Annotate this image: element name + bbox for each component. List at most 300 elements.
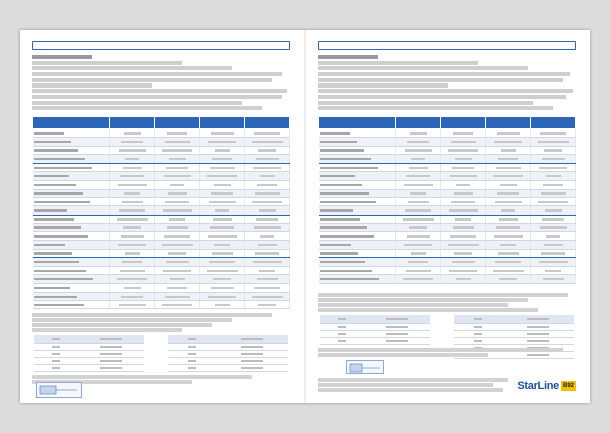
unreadable-text xyxy=(545,270,561,272)
unreadable-text xyxy=(125,158,139,160)
unreadable-text xyxy=(538,201,568,203)
table-cell xyxy=(155,172,200,180)
unreadable-text xyxy=(320,261,365,263)
right-mini-table-a xyxy=(320,315,430,345)
table-cell xyxy=(155,275,200,283)
unreadable-text xyxy=(254,287,280,289)
right-note-line xyxy=(318,308,538,312)
row-label-cell xyxy=(319,275,396,283)
unreadable-text xyxy=(34,235,88,237)
unreadable-text xyxy=(406,270,431,272)
right-footer-line xyxy=(318,378,508,382)
table-cell xyxy=(396,146,441,154)
right-footer-line xyxy=(318,383,493,387)
table-row xyxy=(33,129,290,138)
unreadable-text xyxy=(34,278,93,280)
unreadable-text xyxy=(499,278,517,280)
row-label-cell xyxy=(319,198,396,206)
unreadable-text xyxy=(168,252,186,254)
table-cell xyxy=(531,146,576,154)
unreadable-text xyxy=(320,252,358,254)
unreadable-text xyxy=(208,141,236,143)
mini-table-cell xyxy=(364,324,430,331)
table-cell xyxy=(531,164,576,172)
table-row xyxy=(319,275,576,283)
table-row xyxy=(33,257,290,266)
mini-table-cell xyxy=(364,338,430,345)
mini-table-cell xyxy=(78,351,144,358)
model-badge: B92 xyxy=(562,383,574,389)
mini-table-row xyxy=(34,358,144,365)
table-cell xyxy=(200,275,245,283)
table-cell xyxy=(155,267,200,275)
table-cell xyxy=(531,198,576,206)
unreadable-text xyxy=(541,252,565,254)
table-header-row xyxy=(319,117,576,129)
mini-table-cell xyxy=(168,365,216,372)
row-label-cell xyxy=(33,198,110,206)
table-row xyxy=(33,283,290,292)
unreadable-text xyxy=(211,192,233,194)
table-cell xyxy=(441,180,486,189)
unreadable-text xyxy=(257,184,277,186)
table-cell xyxy=(486,129,531,138)
unreadable-text xyxy=(338,340,346,342)
table-cell xyxy=(200,180,245,189)
table-row xyxy=(319,154,576,163)
row-label-cell xyxy=(319,267,396,275)
unreadable-text xyxy=(410,192,426,194)
unreadable-text xyxy=(164,235,190,237)
unreadable-text xyxy=(165,201,189,203)
unreadable-text xyxy=(454,252,472,254)
row-label-cell xyxy=(33,129,110,138)
left-page-title xyxy=(32,41,290,50)
table-cell xyxy=(245,198,290,206)
mini-table-cell xyxy=(34,365,78,372)
table-cell xyxy=(441,172,486,180)
mini-table-cell xyxy=(78,335,144,344)
table-cell xyxy=(441,138,486,146)
table-cell xyxy=(110,267,155,275)
table-row xyxy=(33,198,290,206)
unreadable-text xyxy=(166,261,189,263)
table-cell xyxy=(245,154,290,163)
unreadable-text xyxy=(453,132,473,134)
table-row xyxy=(33,223,290,231)
mini-table-row xyxy=(320,324,430,331)
row-label-cell xyxy=(33,180,110,189)
unreadable-text xyxy=(545,209,562,211)
unreadable-text xyxy=(320,226,367,228)
table-row xyxy=(33,215,290,223)
unreadable-text xyxy=(212,158,232,160)
unreadable-text xyxy=(541,192,566,194)
mini-table-cell xyxy=(34,351,78,358)
unreadable-text xyxy=(162,304,192,306)
unreadable-text xyxy=(448,244,479,246)
table-cell xyxy=(245,138,290,146)
table-cell xyxy=(110,241,155,249)
unreadable-text xyxy=(241,338,263,340)
unreadable-text xyxy=(259,209,276,211)
table-cell xyxy=(531,249,576,257)
table-cell xyxy=(200,301,245,309)
table-cell xyxy=(531,138,576,146)
unreadable-text xyxy=(52,360,60,362)
unreadable-text xyxy=(214,184,231,186)
left-intro-line xyxy=(32,101,242,105)
unreadable-text xyxy=(215,209,229,211)
unreadable-text xyxy=(320,167,378,169)
row-label-cell xyxy=(319,138,396,146)
unreadable-text xyxy=(454,192,473,194)
unreadable-text xyxy=(252,201,282,203)
table-cell xyxy=(441,267,486,275)
table-cell xyxy=(110,189,155,197)
unreadable-text xyxy=(450,235,476,237)
left-intro-line xyxy=(32,61,182,65)
unreadable-text xyxy=(34,184,76,186)
right-notes-lower xyxy=(318,348,576,358)
starline-logo xyxy=(517,380,576,392)
unreadable-text xyxy=(497,192,519,194)
table-cell xyxy=(531,154,576,163)
table-cell xyxy=(486,198,531,206)
unreadable-text xyxy=(165,296,190,298)
table-cell xyxy=(531,241,576,249)
left-intro-line xyxy=(32,89,287,93)
left-mini-table-a xyxy=(34,335,144,372)
unreadable-text xyxy=(212,252,233,254)
mini-table-row xyxy=(34,351,144,358)
table-cell xyxy=(155,292,200,300)
unreadable-text xyxy=(210,167,235,169)
mini-table-cell xyxy=(454,338,502,345)
unreadable-text xyxy=(100,353,122,355)
table-cell xyxy=(486,164,531,172)
unreadable-text xyxy=(252,296,283,298)
unreadable-text xyxy=(34,158,85,160)
unreadable-text xyxy=(52,346,60,348)
unreadable-text xyxy=(215,149,230,151)
mini-table-header-row xyxy=(34,335,144,344)
table-cell xyxy=(531,275,576,283)
unreadable-text xyxy=(527,326,549,328)
unreadable-text xyxy=(403,218,434,220)
unreadable-text xyxy=(213,218,232,220)
table-cell xyxy=(155,215,200,223)
mini-table-row xyxy=(168,344,288,351)
table-header-cell xyxy=(155,117,200,129)
connector-diagram-icon xyxy=(347,362,383,374)
table-row xyxy=(33,267,290,275)
mini-table-cell xyxy=(78,344,144,351)
row-label-cell xyxy=(33,154,110,163)
left-intro-line xyxy=(32,78,272,82)
unreadable-text xyxy=(449,270,477,272)
table-row xyxy=(319,172,576,180)
left-intro-line xyxy=(32,66,232,70)
unreadable-text xyxy=(211,132,234,134)
table-cell xyxy=(110,283,155,292)
mini-table-row xyxy=(168,365,288,372)
unreadable-text xyxy=(320,235,374,237)
mini-table-cell xyxy=(320,338,364,345)
unreadable-text xyxy=(408,201,429,203)
mini-table-cell xyxy=(320,331,364,338)
unreadable-text xyxy=(404,244,432,246)
unreadable-text xyxy=(386,318,408,320)
unreadable-text xyxy=(208,235,237,237)
mini-table-cell xyxy=(502,338,574,345)
right-intro-line xyxy=(318,95,566,99)
table-cell xyxy=(531,257,576,266)
row-label-cell xyxy=(33,292,110,300)
unreadable-text xyxy=(544,244,563,246)
unreadable-text xyxy=(493,270,524,272)
unreadable-text xyxy=(253,261,282,263)
unreadable-text xyxy=(260,235,274,237)
table-row xyxy=(319,249,576,257)
table-row xyxy=(319,215,576,223)
unreadable-text xyxy=(453,226,474,228)
unreadable-text xyxy=(100,338,122,340)
table-cell xyxy=(155,189,200,197)
unreadable-text xyxy=(495,261,521,263)
table-row xyxy=(33,292,290,300)
document-spread xyxy=(20,30,590,403)
unreadable-text xyxy=(320,218,360,220)
mini-table-cell xyxy=(502,315,574,324)
unreadable-text xyxy=(452,261,475,263)
table-row xyxy=(319,129,576,138)
unreadable-text xyxy=(527,340,549,342)
unreadable-text xyxy=(406,175,430,177)
table-cell xyxy=(155,232,200,241)
unreadable-text xyxy=(34,175,69,177)
unreadable-text xyxy=(500,244,516,246)
unreadable-text xyxy=(456,184,470,186)
table-cell xyxy=(200,154,245,163)
table-cell xyxy=(155,206,200,215)
table-cell xyxy=(200,138,245,146)
table-cell xyxy=(441,154,486,163)
mini-table-cell xyxy=(454,315,502,324)
mini-table-row xyxy=(34,365,144,372)
right-intro-line xyxy=(318,83,448,87)
table-cell xyxy=(155,257,200,266)
unreadable-text xyxy=(167,287,187,289)
table-row xyxy=(319,257,576,266)
unreadable-text xyxy=(405,149,432,151)
table-cell xyxy=(396,154,441,163)
mini-table-cell xyxy=(502,324,574,331)
unreadable-text xyxy=(320,158,371,160)
left-page xyxy=(20,30,304,403)
unreadable-text xyxy=(117,278,147,280)
left-intro-line xyxy=(32,83,152,87)
unreadable-text xyxy=(209,261,235,263)
unreadable-text xyxy=(527,333,549,335)
mini-table-header-row xyxy=(168,335,288,344)
right-intro-line xyxy=(318,66,528,70)
unreadable-text xyxy=(501,149,516,151)
row-label-cell xyxy=(319,180,396,189)
unreadable-text xyxy=(320,141,357,143)
table-cell xyxy=(441,164,486,172)
table-cell xyxy=(110,138,155,146)
table-cell xyxy=(200,215,245,223)
table-cell xyxy=(155,223,200,231)
unreadable-text xyxy=(455,158,472,160)
table-cell xyxy=(531,129,576,138)
unreadable-text xyxy=(167,226,188,228)
table-row xyxy=(319,198,576,206)
right-note-line xyxy=(318,293,568,297)
unreadable-text xyxy=(494,235,523,237)
table-cell xyxy=(441,189,486,197)
table-row xyxy=(319,267,576,275)
unreadable-text xyxy=(253,167,281,169)
unreadable-text xyxy=(407,141,429,143)
table-cell xyxy=(245,275,290,283)
mini-table-cell xyxy=(320,315,364,324)
table-cell xyxy=(486,249,531,257)
unreadable-text xyxy=(241,360,263,362)
unreadable-text xyxy=(119,149,146,151)
unreadable-text xyxy=(338,318,346,320)
table-cell xyxy=(110,249,155,257)
row-label-cell xyxy=(319,172,396,180)
right-note-line xyxy=(318,353,488,357)
row-label-cell xyxy=(33,189,110,197)
unreadable-text xyxy=(213,278,231,280)
unreadable-text xyxy=(320,278,379,280)
mini-table-cell xyxy=(78,365,144,372)
unreadable-text xyxy=(411,252,426,254)
unreadable-text xyxy=(451,141,476,143)
table-cell xyxy=(155,241,200,249)
mini-table-row xyxy=(320,338,430,345)
table-row xyxy=(33,154,290,163)
unreadable-text xyxy=(320,149,364,151)
table-cell xyxy=(155,146,200,154)
mini-table-cell xyxy=(364,315,430,324)
unreadable-text xyxy=(254,132,280,134)
unreadable-text xyxy=(119,209,145,211)
table-cell xyxy=(396,223,441,231)
unreadable-text xyxy=(241,367,263,369)
right-intro-heading xyxy=(318,55,378,59)
table-cell xyxy=(396,232,441,241)
left-intro-heading xyxy=(32,55,92,59)
unreadable-text xyxy=(498,252,519,254)
unreadable-text xyxy=(123,226,141,228)
mini-table-row xyxy=(168,358,288,365)
table-cell xyxy=(110,172,155,180)
mini-table-cell xyxy=(216,344,288,351)
unreadable-text xyxy=(320,209,353,211)
unreadable-text xyxy=(169,218,185,220)
unreadable-text xyxy=(119,304,146,306)
table-cell xyxy=(155,138,200,146)
unreadable-text xyxy=(410,132,427,134)
unreadable-text xyxy=(258,244,277,246)
unreadable-text xyxy=(100,360,122,362)
row-label-cell xyxy=(33,223,110,231)
table-header-cell xyxy=(33,117,110,129)
row-label-cell xyxy=(319,232,396,241)
unreadable-text xyxy=(168,192,187,194)
table-cell xyxy=(441,223,486,231)
row-label-cell xyxy=(33,138,110,146)
table-header-cell xyxy=(531,117,576,129)
left-intro xyxy=(32,55,290,112)
table-cell xyxy=(531,232,576,241)
mini-table-cell xyxy=(216,351,288,358)
table-header-cell xyxy=(441,117,486,129)
table-cell xyxy=(110,275,155,283)
table-row xyxy=(33,275,290,283)
table-cell xyxy=(245,206,290,215)
right-intro-line xyxy=(318,72,570,76)
table-cell xyxy=(155,283,200,292)
table-cell xyxy=(200,232,245,241)
table-cell xyxy=(155,301,200,309)
table-cell xyxy=(245,223,290,231)
left-intro-line xyxy=(32,72,282,76)
mini-table-cell xyxy=(168,351,216,358)
unreadable-text xyxy=(448,149,478,151)
unreadable-text xyxy=(497,132,520,134)
table-cell xyxy=(441,206,486,215)
unreadable-text xyxy=(449,209,478,211)
unreadable-text xyxy=(34,270,86,272)
unreadable-text xyxy=(542,158,565,160)
table-cell xyxy=(200,164,245,172)
unreadable-text xyxy=(409,226,427,228)
unreadable-text xyxy=(538,141,569,143)
unreadable-text xyxy=(386,333,408,335)
table-cell xyxy=(396,249,441,257)
left-notes xyxy=(32,313,290,333)
unreadable-text xyxy=(241,346,263,348)
table-cell xyxy=(155,198,200,206)
unreadable-text xyxy=(121,296,143,298)
row-label-cell xyxy=(33,275,110,283)
mini-table-cell xyxy=(168,344,216,351)
table-cell xyxy=(531,180,576,189)
table-cell xyxy=(531,267,576,275)
unreadable-text xyxy=(122,201,143,203)
table-cell xyxy=(110,232,155,241)
row-label-cell xyxy=(33,301,110,309)
unreadable-text xyxy=(320,201,376,203)
left-spec-table xyxy=(32,116,290,309)
unreadable-text xyxy=(496,167,521,169)
table-cell xyxy=(200,206,245,215)
table-cell xyxy=(245,232,290,241)
table-cell xyxy=(245,189,290,197)
unreadable-text xyxy=(117,218,148,220)
table-header-cell xyxy=(200,117,245,129)
unreadable-text xyxy=(256,218,278,220)
unreadable-text xyxy=(500,184,517,186)
mini-table-cell xyxy=(34,344,78,351)
table-cell xyxy=(396,241,441,249)
unreadable-text xyxy=(456,278,471,280)
